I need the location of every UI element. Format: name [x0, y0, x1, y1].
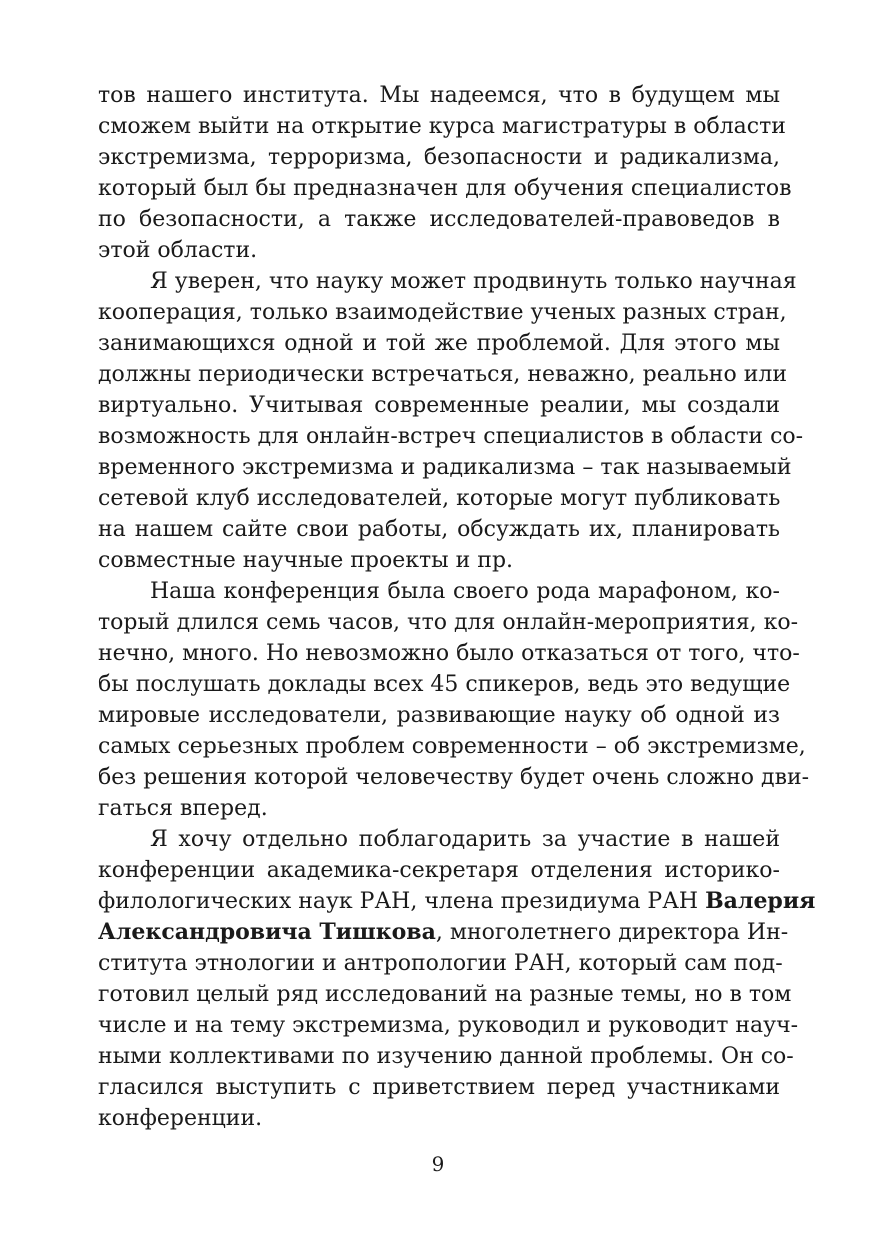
- text-line: тов нашего института. Мы надеемся, что в будущем мы: [98, 83, 780, 108]
- text-line: гаться вперед.: [98, 796, 268, 821]
- paragraph-4: [98, 824, 816, 1134]
- paragraph-1: [98, 80, 792, 266]
- text-line: этой области.: [98, 238, 258, 263]
- text-line: занимающихся одной и той же проблемой. Для этого мы: [98, 331, 780, 356]
- text-line: торый длился семь часов, что для онлайн-мероприятия, ко-: [98, 610, 799, 635]
- text-line: конференции.: [98, 1106, 263, 1131]
- text-line: конференции академика-секретаря отделения историко-: [98, 858, 780, 883]
- text-line: Я уверен, что науку может продвинуть только научная: [150, 269, 797, 294]
- text-line: без решения которой человечеству будет очень сложно дви-: [98, 765, 810, 790]
- text-line: [98, 886, 816, 917]
- text-line: который был бы предназначен для обучения специалистов: [98, 176, 792, 201]
- text-line: числе и на тему экстремизма, руководил и руководит науч-: [98, 1013, 799, 1038]
- text-line: готовил целый ряд исследований на разные темы, но в том: [98, 982, 792, 1007]
- text-line: экстремизма, терроризма, безопасности и радикализма,: [98, 145, 780, 170]
- paragraph-2: [98, 266, 804, 576]
- text-line: мировые исследователи, развивающие науку об одной из: [98, 703, 780, 728]
- text-line: временного экстремизма и радикализма – так называемый: [98, 455, 792, 480]
- bold-name-first: Валерия: [705, 888, 816, 914]
- page-number: 9: [431, 1152, 445, 1176]
- paragraph-3: [98, 576, 810, 824]
- text-line: [98, 917, 789, 948]
- text-line: кооперация, только взаимодействие ученых разных стран,: [98, 300, 787, 325]
- text-line: ститута этнологии и антропологии РАН, который сам под-: [98, 951, 783, 976]
- text-line: гласился выступить с приветствием перед участниками: [98, 1075, 780, 1100]
- text-line: виртуально. Учитывая современные реалии, мы создали: [98, 393, 780, 418]
- text-line: возможность для онлайн-встреч специалистов в области со-: [98, 424, 804, 449]
- text-line: сможем выйти на открытие курса магистратуры в области: [98, 114, 786, 139]
- text-line: Я хочу отдельно поблагодарить за участие в нашей: [150, 827, 780, 852]
- text-line: сетевой клуб исследователей, которые могут публиковать: [98, 486, 781, 511]
- text-line: бы послушать доклады всех 45 спикеров, ведь это ведущие: [98, 672, 791, 697]
- text-line: должны периодически встречаться, неважно, реально или: [98, 362, 788, 387]
- bold-name-rest: Александровича Тишкова: [98, 919, 436, 945]
- page-body: [98, 80, 816, 1134]
- text-fragment: филологических наук РАН, члена президиума РАН: [98, 889, 706, 914]
- text-line: по безопасности, а также исследователей-правоведов в: [98, 207, 780, 232]
- text-line: самых серьезных проблем современности – об экстремизме,: [98, 734, 806, 759]
- text-fragment: , многолетнего директора Ин-: [435, 920, 789, 945]
- text-line: совместные научные проекты и пр.: [98, 548, 514, 573]
- text-line: на нашем сайте свои работы, обсуждать их, планировать: [98, 517, 780, 542]
- text-line: ными коллективами по изучению данной проблемы. Он со-: [98, 1044, 794, 1069]
- text-line: нечно, много. Но невозможно было отказаться от того, что-: [98, 641, 800, 666]
- text-line: Наша конференция была своего рода марафоном, ко-: [150, 579, 780, 604]
